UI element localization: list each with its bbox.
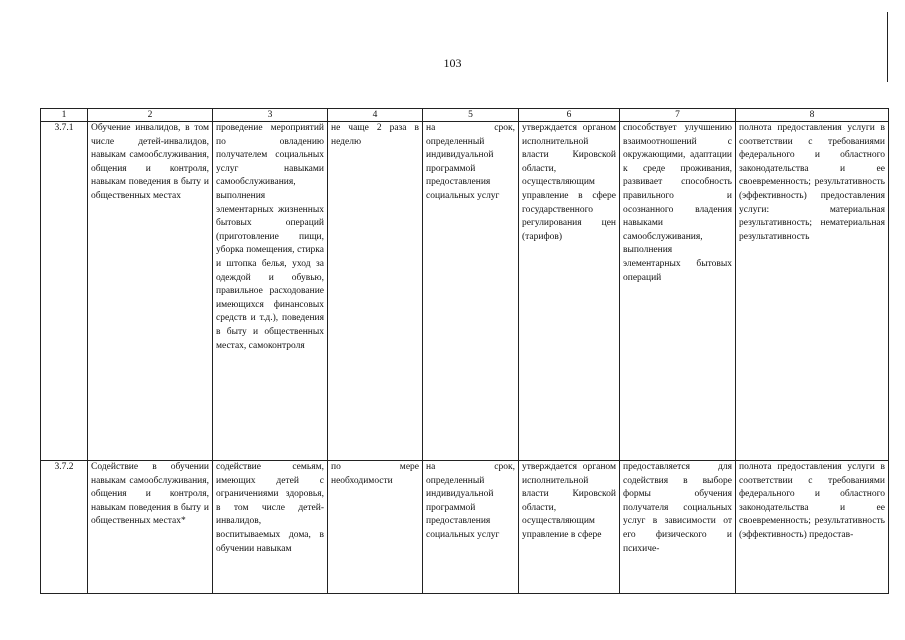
row-number: 3.7.2: [41, 461, 88, 594]
header-row: [41, 109, 889, 122]
table-row: [41, 122, 889, 461]
term-cell: на срок, определенный индивидуальной программой предоставления социальных услуг: [423, 122, 519, 461]
indicators-cell: полнота предоставления услуги в соответствии с требованиями федерального и областного законодательства и ее своевременность; результативность (эффективность) предостав-: [736, 461, 889, 594]
column-header: 7: [620, 109, 736, 122]
row-number: 3.7.1: [41, 122, 88, 461]
column-header: 4: [328, 109, 423, 122]
column-header: 1: [41, 109, 88, 122]
service-name-cell: Обучение инвалидов, в том числе детей-инвалидов, навыкам самообслуживания, общения и контроля, навыкам поведения в быту и общественных местах: [88, 122, 213, 461]
tariff-cell: утверждается органом исполнительной власти Кировской области, осуществляющим управление в сфере: [519, 461, 620, 594]
column-header: 5: [423, 109, 519, 122]
column-header: 2: [88, 109, 213, 122]
frequency-cell: по мере необходимости: [328, 461, 423, 594]
services-table: [40, 108, 889, 594]
term-cell: на срок, определенный индивидуальной программой предоставления социальных услуг: [423, 461, 519, 594]
conditions-cell: способствует улучшению взаимоотношений с окружающими, адаптации к среде проживания, развивает способность правильного и осознанного владения навыками самообслуживания, выполнения элементарных бытовых операций: [620, 122, 736, 461]
page-edge-mark: [887, 12, 888, 82]
column-header: 8: [736, 109, 889, 122]
column-header: 3: [213, 109, 328, 122]
column-header: 6: [519, 109, 620, 122]
page-bottom-margin: [0, 596, 905, 640]
service-content-cell: содействие семьям, имеющих детей с ограничениями здоровья, в том числе детей-инвалидов, воспитываемых дома, в обучении навыкам: [213, 461, 328, 594]
service-content-cell: проведение мероприятий по овладению получателем социальных услуг навыками самообслуживания, выполнения элементарных жизненных бытовых операций (приготовление пищи, уборка помещения, стирка и штопка белья, уход за одеждой и обувью, правильное расходование имеющихся финансовых средств и т.д.), поведения в быту и общественных местах, самоконтроля: [213, 122, 328, 461]
tariff-cell: утверждается органом исполнительной власти Кировской области, осуществляющим управление в сфере государственного регулирования цен (тарифов): [519, 122, 620, 461]
page-number: 103: [443, 56, 462, 70]
table-row: [41, 461, 889, 594]
frequency-cell: не чаще 2 раза в неделю: [328, 122, 423, 461]
conditions-cell: предоставляется для содействия в выборе формы обучения получателя социальных услуг в зависимости от его физического и психиче-: [620, 461, 736, 594]
service-name-cell: Содействие в обучении навыкам самообслуживания, общения и контроля, навыкам поведения в быту и общественных местах*: [88, 461, 213, 594]
indicators-cell: полнота предоставления услуги в соответствии с требованиями федерального и областного законодательства и ее своевременность; результативность (эффективность) предоставления услуги: материальная результативность; нематериальная результативность: [736, 122, 889, 461]
